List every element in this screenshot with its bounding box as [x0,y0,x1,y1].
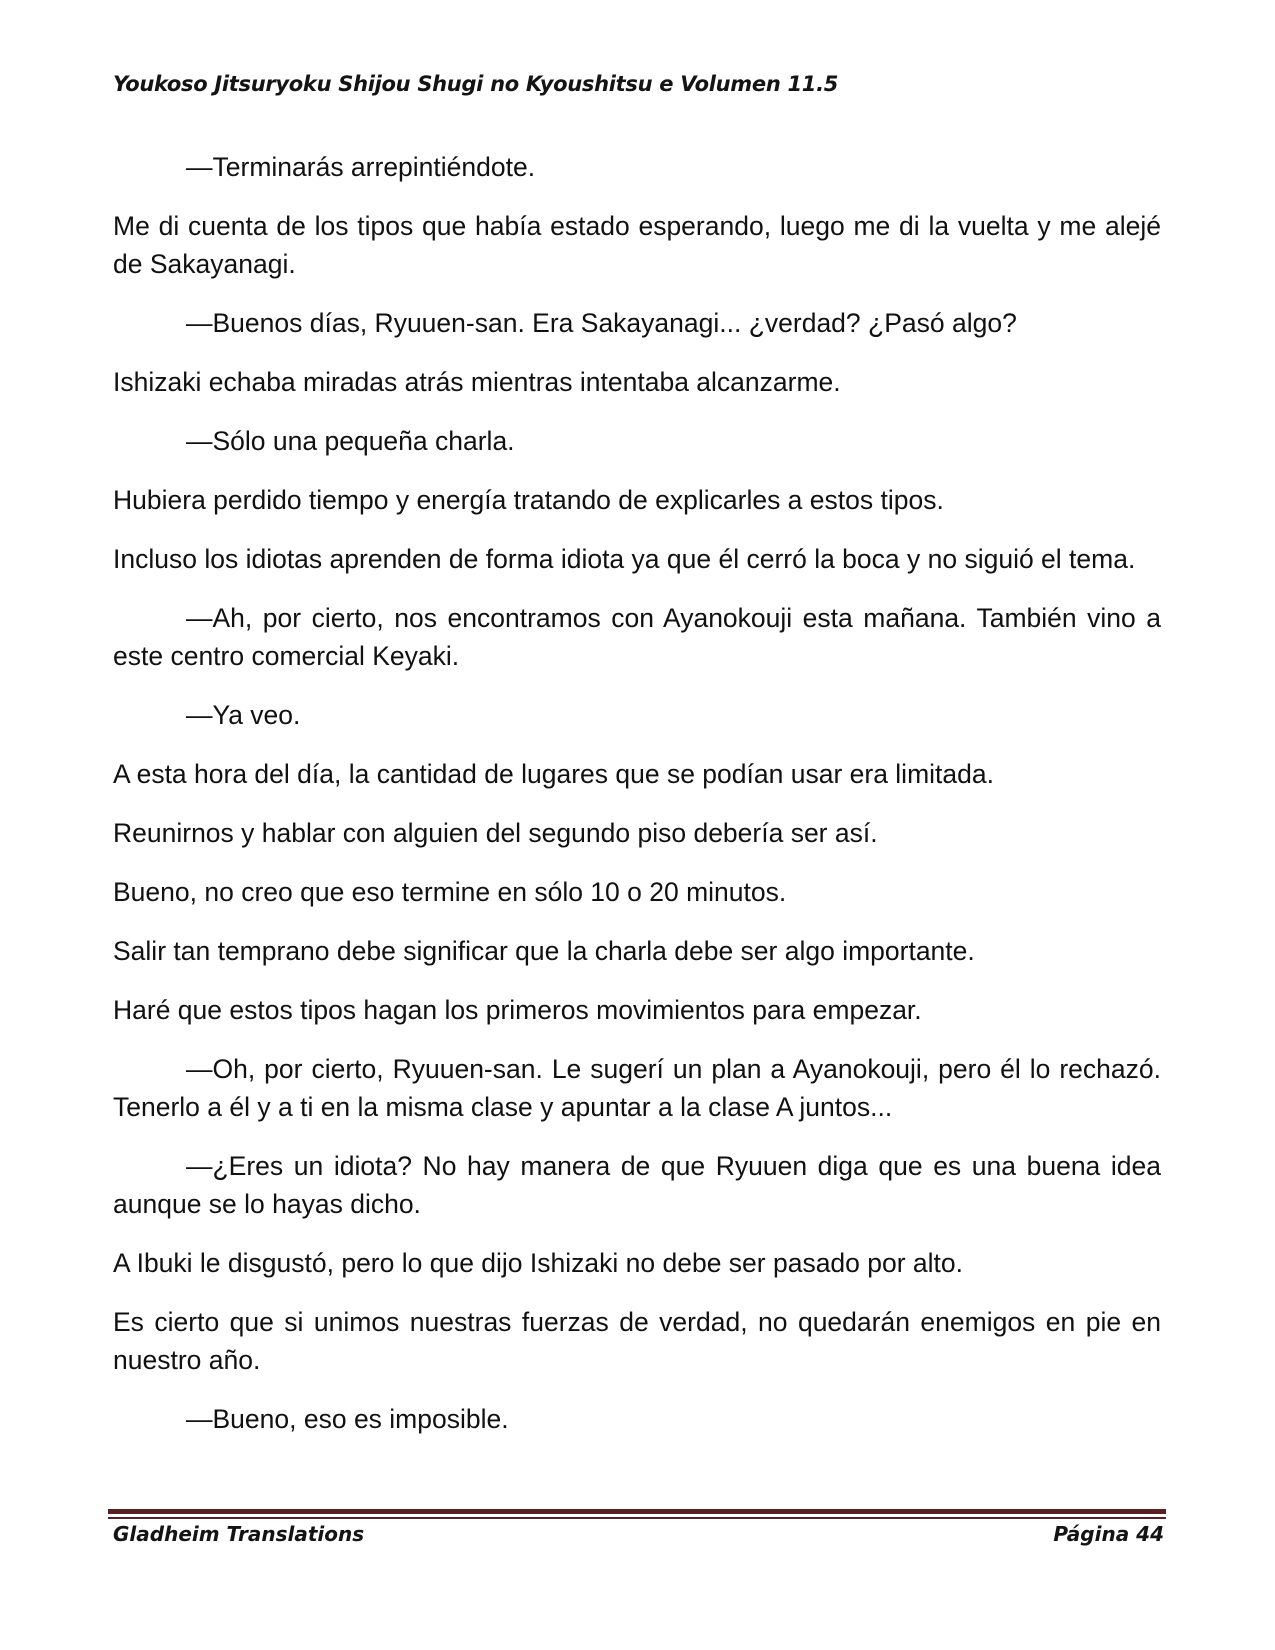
paragraph: Incluso los idiotas aprenden de forma idiota ya que él cerró la boca y no siguió el tema. [113,544,1136,574]
running-header: Youkoso Jitsuryoku Shijou Shugi no Kyoushitsu e Volumen 11.5 [113,72,839,96]
paragraph: Reunirnos y hablar con alguien del segundo piso debería ser así. [113,818,878,848]
paragraph: Es cierto que si unimos nuestras fuerzas de verdad, no quedarán enemigos en pie en nuestro año. [113,1307,1161,1375]
page-body [113,148,1161,1459]
paragraph: —Sólo una pequeña charla. [186,426,515,456]
paragraph: —Terminarás arrepintiéndote. [186,152,536,182]
paragraph: A esta hora del día, la cantidad de lugares que se podían usar era limitada. [113,759,994,789]
page-number: Página 44 [1053,1522,1164,1546]
paragraph: Hubiera perdido tiempo y energía tratando de explicarles a estos tipos. [113,485,944,515]
paragraph: Me di cuenta de los tipos que había estado esperando, luego me di la vuelta y me alejé de Sakayanagi. [113,211,1161,279]
paragraph: Ishizaki echaba miradas atrás mientras intentaba alcanzarme. [113,367,841,397]
footer-divider-thin [108,1517,1166,1519]
paragraph: —Bueno, eso es imposible. [186,1404,509,1434]
paragraph: —Oh, por cierto, Ryuuen-san. Le sugerí un plan a Ayanokouji, pero él lo rechazó. Tenerlo a él y a ti en la misma clase y apuntar a la clase A juntos... [113,1054,1161,1122]
footer-credit: Gladheim Translations [113,1522,365,1546]
paragraph: Haré que estos tipos hagan los primeros movimientos para empezar. [113,995,922,1025]
footer-divider-thick [108,1509,1166,1514]
paragraph: —Buenos días, Ryuuen-san. Era Sakayanagi... ¿verdad? ¿Pasó algo? [186,308,1017,338]
paragraph: A Ibuki le disgustó, pero lo que dijo Ishizaki no debe ser pasado por alto. [113,1248,964,1278]
paragraph: —¿Eres un idiota? No hay manera de que Ryuuen diga que es una buena idea aunque se lo hayas dicho. [113,1151,1161,1219]
paragraph: Bueno, no creo que eso termine en sólo 10 o 20 minutos. [113,877,787,907]
paragraph: —Ah, por cierto, nos encontramos con Ayanokouji esta mañana. También vino a este centro comercial Keyaki. [113,603,1161,671]
paragraph: Salir tan temprano debe significar que la charla debe ser algo importante. [113,936,975,966]
paragraph: —Ya veo. [186,700,301,730]
